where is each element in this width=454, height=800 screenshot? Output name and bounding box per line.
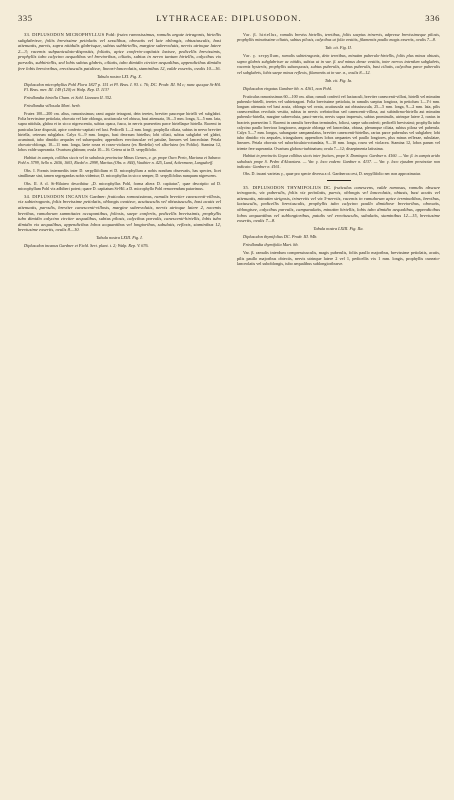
- species-35-variety: Var. β. ramulis interdum compressiusculis, magis puberulis, foliis paullo majoribus, brevissime petiolatis, acutis, pilis paullo majoribus obtectis, nervis utrinque latere 2 vel 1, pedicellis vix 1 mm. longis, prophyllis cuneato-lanceolatis vel suboblongis, tubo aequalibus sublongioribusve.: [237, 250, 440, 267]
- species-35-author: DC.: [323, 184, 332, 190]
- species-35-synonym-1: Diplusodon thymifolius DC. Prodr. III. 94b.: [243, 234, 318, 240]
- running-title: LYTHRACEAE: DIPLUSODON.: [156, 13, 302, 23]
- species-34-name: 34. DIPLUSODON INCANUS: [24, 193, 89, 199]
- variety-hirtellus-plate-ref: Tab. cit. Fig. II.: [325, 45, 352, 51]
- species-34-habitat: Habitat in provinciis Goyaz collibus siccis inter frutices, prope S. Domingos: Gardner n. 4160. — Var. β. in campis arido sabulosis prope S. Pedro d'Alcantara. — Var. γ. loco eodem: Gardner n. 4137. — Var. γ. loco ejusdem provinciae non indicato: Gardner n. 4161.: [237, 153, 440, 169]
- variety-serpyllum: [237, 53, 440, 75]
- species-33-synonym-2: Friedlandia hirtella Cham. et Schl. Linnaea II. 352.: [24, 95, 113, 101]
- variety-hirtellus: [237, 32, 440, 43]
- species-34-diagnosis-text: fruticulus ramosissimus, ramulis breviter canescenti-villosis, vix subtetragonis, foliis brevissime petiolatis, oblongis ovatisve, acutiusculis vel obtusiusculis, basi acutis vel attenuatis, parvulis, breviter canescenti-villosis, margine subrevolutis, nervis utrinque latere 2, racemis brevibus, ramulorum summitates occupantibus, foliosis, saepe confertis, pedicellis brevissimis, prophyllis tubo dimidio calycino circiter aequalibus, subtus pilosis, calycibus parvulis, canescenti-hirtellis, lobis tubo dimidio vix aequalibus, appendicibus lobos acquantibus vel longioribus, subulatis, reflexis, staminibus 12, breviusime exsertis, ovulis 8—10.: [18, 193, 221, 233]
- page-header: [18, 13, 440, 27]
- species-33-observation-2: Obs. II. A cl. St-Hilaireo describitur „D. microphyllus Pohl, forma altera D. capitatus”, quae descriptio ad D. microphyllum Pohl vix adhiberi potest; quare D. capitatum St-Hil. a D. microphyllo Pohl removendum putavimus.: [18, 180, 221, 192]
- species-34-description: Fruticulus ramosissimus 60—100 cm. altus; ramuli confertí vel laxiusculi, breviter canescenti-villosi, hirtelli vel minutim puberulo-hirtelli, teretes vel subtetragoni. Folia brevissime petiolata, in ramulis saepius longiora, in petiolum 1—1½ mm. longum attenuata vel basi acuta, oblonga vel ovata, acutiuscula aut obtusiuscula, 25—5 mm. longa, 9—2 mm. lata, pilis canescentibus revolutis vestita, subtus in nervis crebrioribus sed canescenti-villosa, aut subinfirmo-hirtella aut minutim puberulo-hirtella, margine subrevoluta, pauci-nervia, nervis supra impressis, subtus prominulis, utrinque latere 2, ranius in bracteis praesertim 1. Racemi in ramulis brevibus terminales, foliosi, saepe subconferti; pedicelli brevissimi; prophylla tubo calycino paullo breviora longioravo, anguste oblonga vel lanceolata, obtusa, plerumque ciliata, subtus pilosa vel puberula. Calyx 5—7 mm. longus, subanguste campanulatus, breviter canescenti-hirtellus, rarius parce puberulus vel subglaber; lobi tubo dimidio vix aequales, triangulares; appendices lobos aequantes vel paullo longiores, plus minus reflexae, subulatae, lineares. Petala obovata vel suborbiculato-rotundata, 9—10 mm. longa, rosea vel violacea. Stamina 12, lobos parum vel triente fere superantia. Ovarium globoso-turbinatum; ovula 7—12; dissepimenta latissima.: [237, 93, 440, 151]
- species-34-observation: Obs. D. incani varietas γ., quae pro specie diversa a cl. Gardneroa cest, D. serpyllifolio nec non approximatur.: [243, 171, 421, 177]
- species-34-author: Gardner:: [89, 193, 106, 199]
- species-33-diagnosis-text: frutex ramosissimus, ramulis argute tetragonis, hirtellis subglabrisve, foliis brevissime petiolatis vel sessilibus, obovatis vel late oblongis, obtusiusculis, basi attenuatis, parvis, supra nitidulis glabrisque, subtus subhirtellis, margine subrevolutis, nervis utrinque latere 2—3; racemis subpaniculato-dispositis, foliatis, apice conferto-capitatis laxisve, pedicellis brevissimis, prophyllis tubo calycino aequalibus vel brevioribus, ciliatis, subtus in nervo tantum hirtellis, calycibus vix parvulis, subhirtellis, sed lobis subtus glabris, ciliatis, tubo dimidio circiter aequalibus, appendicibus dimidio fere lobis brevioribus, erectiusculis patulisve, lineari-lanceolatis, staminibus 12, valde exsertis, ovulis 10—16.: [18, 32, 222, 71]
- variety-hirtellus-name: Var. β. hirtellus,: [243, 32, 279, 37]
- species-35-plate-ref: Tabula nostra LXIII. Fig. IIa.: [313, 226, 364, 232]
- variety-serpyllum-text: ramulis subtetragonis, dein teretibus, minutim puberulo-hirtellis, foliis plus minus obtusis, supra glabris subglabrisve ac nitidis, subtus ut in var. β. sed minus dense vestitis, inter nervos interdum subglabris, racemis hysteriis, prophyllis subaequosis, subtus puberulis, subtus puberulis, basi ciliatis, calycibus parce puberulis vel subglabris, lobis saepe minus reflexis, filamentis ut in var. α., ovulis 8—12.: [237, 53, 440, 75]
- species-34-diagnosis: [18, 194, 221, 233]
- species-35-synonym-2: Friedlandia thymifolia Mart. hb.: [243, 242, 299, 248]
- species-35-name: 35. DIPLUSODON THYMIFOLIUS: [243, 184, 322, 190]
- variety-hirtellus-text: ramulis breviss hirtellis, teretibus, foliis saepius trinervis, adpresse brevissimeque pilosis, prophyllis minutissime ciliatis, subtus pilosis, calycibus ut folia vestitis, filamentis paullo magis exsertis, ovulis 7—8.: [237, 32, 441, 43]
- species-33-author: Pohl:: [105, 32, 116, 37]
- species-33-habitat: Habitat in campis, collibus siccis vel in sabulosis provinciae Minas Geraes, e. gr. prope Ouro Preto, Mariana et Sabara: Pohl n. 5799, Sello n. 2656, 1603, Riedel n. 2998, Martius (Obs. n. 844), Vauthier n. 425, Lund, Ackermann, Langsdorff.: [18, 155, 221, 166]
- text-columns: [18, 32, 440, 269]
- variety-serpyllum-name: Var. γ. serpyllum,: [243, 53, 281, 59]
- species-33-observation-1: Obs. I. Formis intermediis inter D. serpyllifolium et D. microphyllum a nobis nondum observatis, has species, licet simillimae sint, tamen segregandas nobis videntur; D. microphyllus in sicco semper, D. serpyllifolius nunquam nigrescens.: [18, 167, 221, 179]
- variety-serpyllum-synonym: Diplusodon virgatus Gardner hb. n. 4161, non Pohl.: [243, 85, 333, 91]
- species-34-plate-ref: Tabula nostra LXIII. Fig. I.: [96, 235, 143, 241]
- species-33-synonym-1: Diplusodon microphyllus Pohl Flora 1827 p. 151 et Pl. Bras. I. 93. t. 76; DC. Prodr. III. 94 c; nunc quoque St-Hil. Fl. Bras. mer. III. 149 (120) et Walp. Rep. II. 113?: [24, 81, 221, 93]
- species-33-diagnosis: [18, 32, 221, 71]
- species-33-name: 33. DIPLUSODON MICROPHYLLUS: [24, 32, 105, 37]
- species-33-synonym-3: Friedlandia villosula Mart. herb.: [24, 102, 81, 108]
- species-33-plate-ref: Tabula nostra LXI. Fig. X.: [97, 73, 142, 79]
- species-33-description: Frutex 100—200 cm. altus, ramosissimus; rami argute tetragoni, dein teretes, breviter pauceque hirtelli vel subglabri. Folia brevissime petiolata, obovata vel late oblonga, acutiuscula vel obtusa, basi attenuata, 16—5 mm. longa, 3—5 mm. lata, supra nitidula, glabra et in sicco nigrescentia, subtus opaca, fusca, in nervis praesertim parce hirtellaque hirtella. Racemi in paniculas laxe dispositi, apice conferto-capitati vel laxi. Pedicelli 1—2 mm. longi; prophylla ciliata, subtus in nervo breviter hirtella, ceterum subglabra. Calyx 6—9 mm. longus, basi deorsum hirtellus; lobi ciliati, subtus subglabri vel glabri, acuminati, tubo dimidio aequales vel subaequales; appendices erectiusculae vel patulae, lineares vel lanceolatae. Petala obovato-oblonga, 10—11 mm. longa, laete rosea et roseo-violacea (ex Riedelio) vel albo-lutea (ex Pohlio). Stamina 12, lobos valde superantia. Ovarium glabrum; ovula 10—16. Cetera ut in D. serpyllifolio.: [18, 110, 221, 153]
- column-left: [18, 32, 221, 269]
- species-35-diagnosis-text: fruticulus canescens, valde ramosus, ramulis obscure tetragonis, vix puberulis, foliis vix petiolatis, parvis, oblongis vel lanceolatis, obtusis, basi acutis vel attenuatis, minutim strigosis, trinerviis vel vix 5-nerviis, racemis in ramulorum apice terminalibus, brevibus, laxiusculis, pedicellis breviusculis, prophyllis tubo calycino paullo dimidiove brevioribus, obovatis, oblongisve, calycibus parvulis, campanulatis, minutim hirtellis, lobis tubo dimidio aequalibus, appendicibus lobos aequantibus vel sublongioribus, patulis vel erectiusculis, subulatis, staminibus 12—15, breviusime exsertis, ovulis 7—8.: [237, 184, 441, 224]
- section-divider: [327, 180, 351, 181]
- page-number-right: 336: [425, 13, 440, 23]
- species-34-synonym: Diplusodon incanus Gardner et Field. Sert. plant. t. 2; Walp. Rep. V. 676.: [24, 243, 149, 249]
- column-right: [237, 32, 440, 269]
- species-35-diagnosis: [237, 185, 440, 224]
- page-number-left: 335: [18, 13, 33, 23]
- variety-serpyllum-plate-ref: Tab. cit. Fig. Ia.: [324, 77, 353, 83]
